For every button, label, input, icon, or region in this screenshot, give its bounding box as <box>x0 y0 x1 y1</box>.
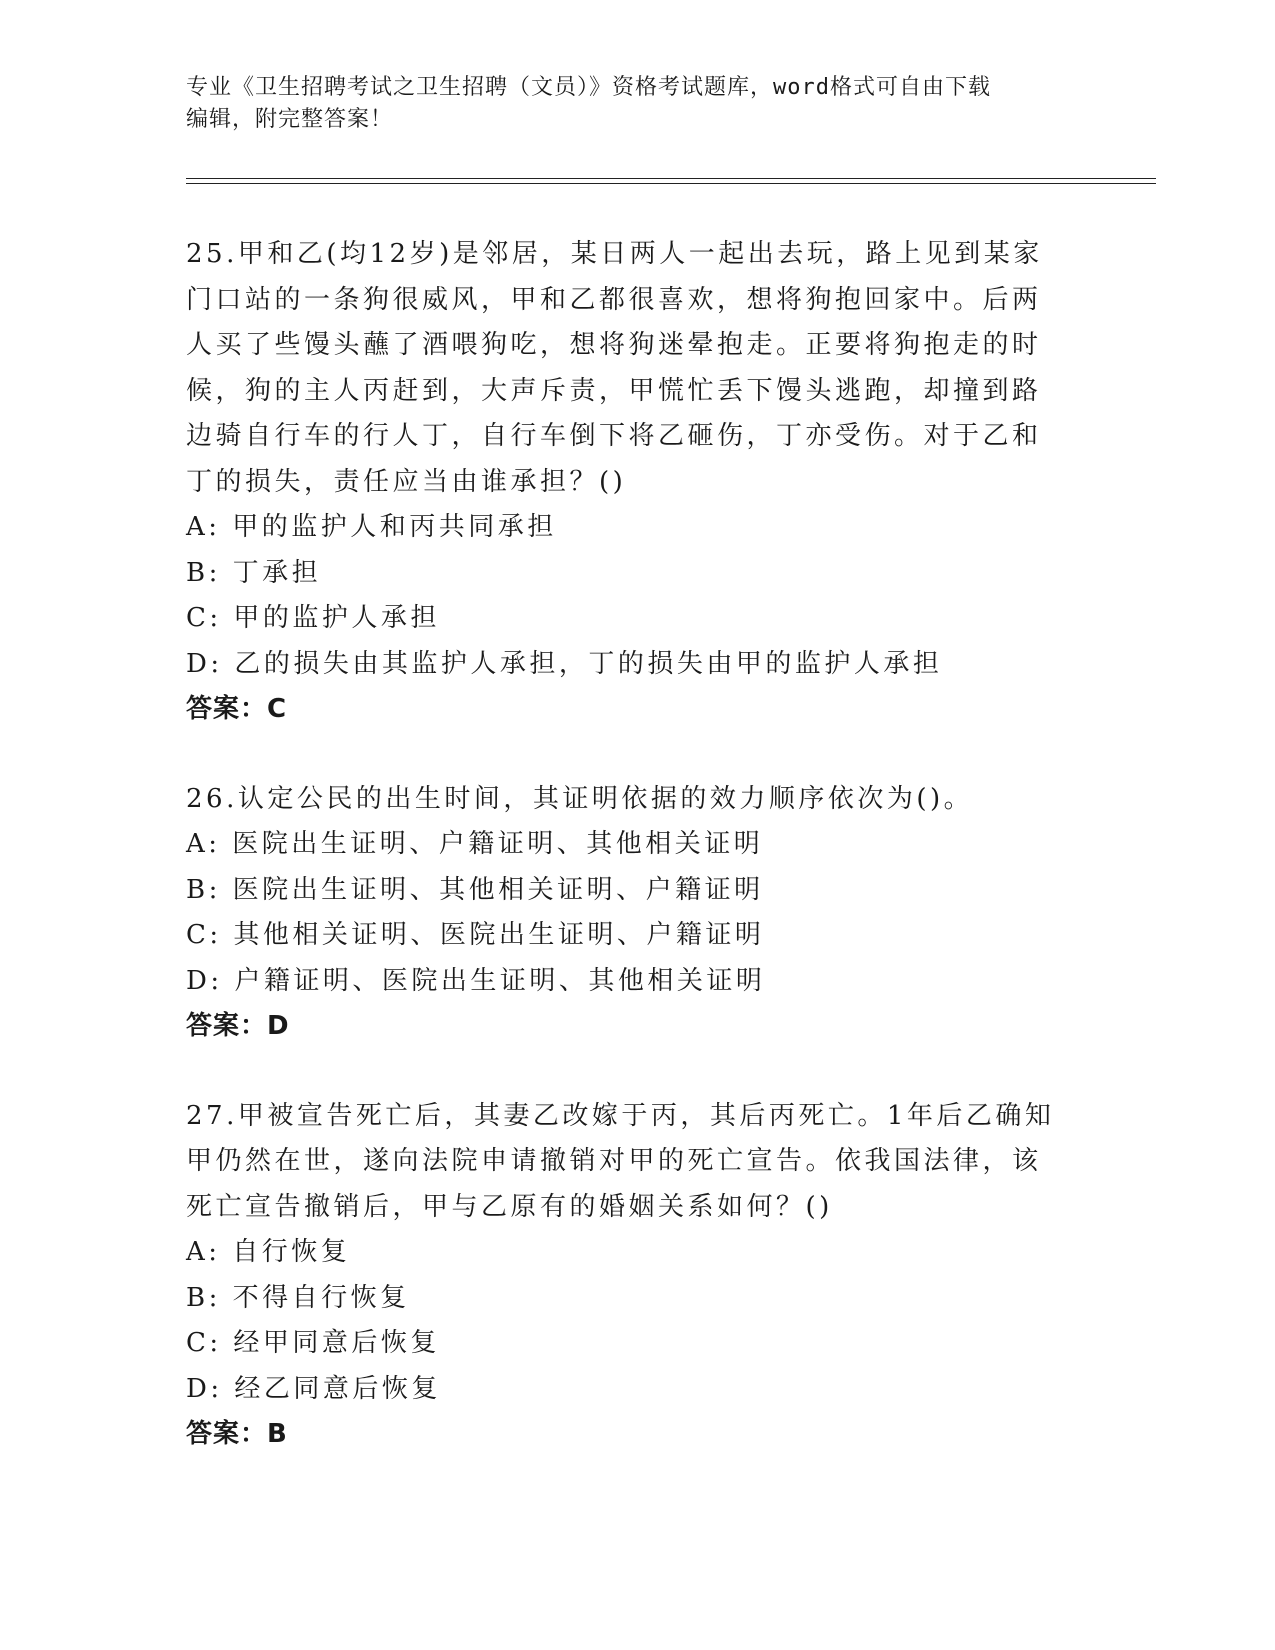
answer-label: 答案：C <box>186 694 288 724</box>
option-a: A: 医院出生证明、户籍证明、其他相关证明 <box>186 829 764 859</box>
option-d: D: 乙的损失由其监护人承担，丁的损失由甲的监护人承担 <box>186 648 943 679</box>
option-b: B: 医院出生证明、其他相关证明、户籍证明 <box>186 874 764 905</box>
question-stem: 27.甲被宣告死亡后，其妻乙改嫁于丙，其后丙死亡。1年后乙确知甲仍然在世，遂向法院申请撤销对甲的死亡宣告。依我国法律，该死亡宣告撤销后，甲与乙原有的婚姻关系如何？() <box>186 1100 1055 1222</box>
question-list <box>186 232 1066 1502</box>
answer-label: 答案：B <box>186 1419 288 1449</box>
header-line-1: 专业《卫生招聘考试之卫生招聘（文员）》资格考试题库，word格式可自由下载 <box>186 75 991 100</box>
question-25 <box>186 232 1066 733</box>
option-c: C: 经甲同意后恢复 <box>186 1328 440 1358</box>
header-divider-bottom <box>186 183 1156 184</box>
header-divider-top <box>186 178 1156 179</box>
option-a: A: 自行恢复 <box>186 1237 351 1267</box>
header-line-2: 编辑，附完整答案！ <box>186 107 394 132</box>
option-b: B: 丁承担 <box>186 557 322 588</box>
option-a: A: 甲的监护人和丙共同承担 <box>186 512 557 542</box>
option-d: D: 户籍证明、医院出生证明、其他相关证明 <box>186 965 766 996</box>
question-27 <box>186 1094 1066 1458</box>
question-stem: 26.认定公民的出生时间，其证明依据的效力顺序依次为()。 <box>186 783 974 814</box>
question-26 <box>186 777 1066 1050</box>
option-c: C: 甲的监护人承担 <box>186 603 440 633</box>
option-c: C: 其他相关证明、医院出生证明、户籍证明 <box>186 920 765 950</box>
option-b: B: 不得自行恢复 <box>186 1282 410 1313</box>
option-d: D: 经乙同意后恢复 <box>186 1373 441 1404</box>
answer-label: 答案：D <box>186 1011 290 1041</box>
question-stem: 25.甲和乙(均12岁)是邻居，某日两人一起出去玩，路上见到某家门口站的一条狗很威风，甲和乙都很喜欢，想将狗抱回家中。后两人买了些馒头蘸了酒喂狗吃，想将狗迷晕抱走。正要将狗抱走的时候，狗的主人丙赶到，大声斥责，甲慌忙丢下馒头逃跑，却撞到路边骑自行车的行人丁，自行车倒下将乙砸伤，丁亦受伤。对于乙和丁的损失，责任应当由谁承担？() <box>186 239 1043 497</box>
document-header <box>186 72 1086 136</box>
